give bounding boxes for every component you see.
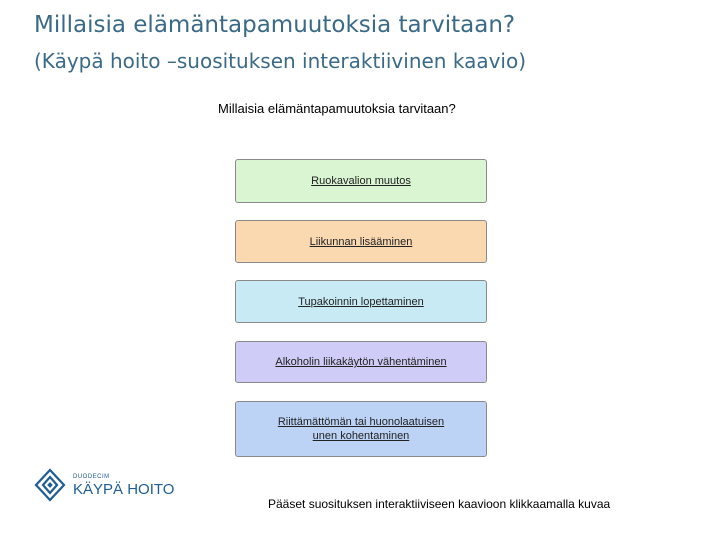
diagram-box-alcohol-label: Alkoholin liikakäytön vähentäminen (275, 356, 447, 368)
diagram-box-exercise-label: Liikunnan lisääminen (309, 235, 413, 248)
diagram-box-sleep[interactable] (235, 401, 487, 457)
slide-title: Millaisia elämäntapamuutoksia tarvitaan? (34, 12, 516, 38)
kaypa-hoito-logo (33, 467, 174, 503)
slide-subtitle: (Käypä hoito –suosituksen interaktiivinen kaavio) (34, 49, 527, 73)
logo-small-text: DUODECIM (73, 473, 110, 480)
kaypa-hoito-logo-icon (33, 467, 67, 503)
diagram-box-diet-label: Ruokavalion muutos (311, 175, 411, 187)
diagram-box-smoking-label: Tupakoinnin lopettaminen (298, 295, 424, 308)
diagram-box-sleep-label-line2: unen kohentaminen (312, 430, 410, 442)
diagram-box-diet[interactable] (235, 159, 487, 203)
logo-big-text: KÄYPÄ HOITO (73, 480, 175, 498)
diagram-box-sleep-label-line1: Riittämättömän tai huonolaatuisen (277, 416, 445, 428)
diagram-box-smoking[interactable] (235, 280, 487, 323)
diagram-title: Millaisia elämäntapamuutoksia tarvitaan? (218, 101, 456, 116)
footer-note: Pääset suosituksen interaktiiviseen kaavioon klikkaamalla kuvaa (268, 497, 611, 511)
diagram-box-exercise[interactable] (235, 220, 487, 263)
diagram-box-alcohol[interactable] (235, 341, 487, 383)
